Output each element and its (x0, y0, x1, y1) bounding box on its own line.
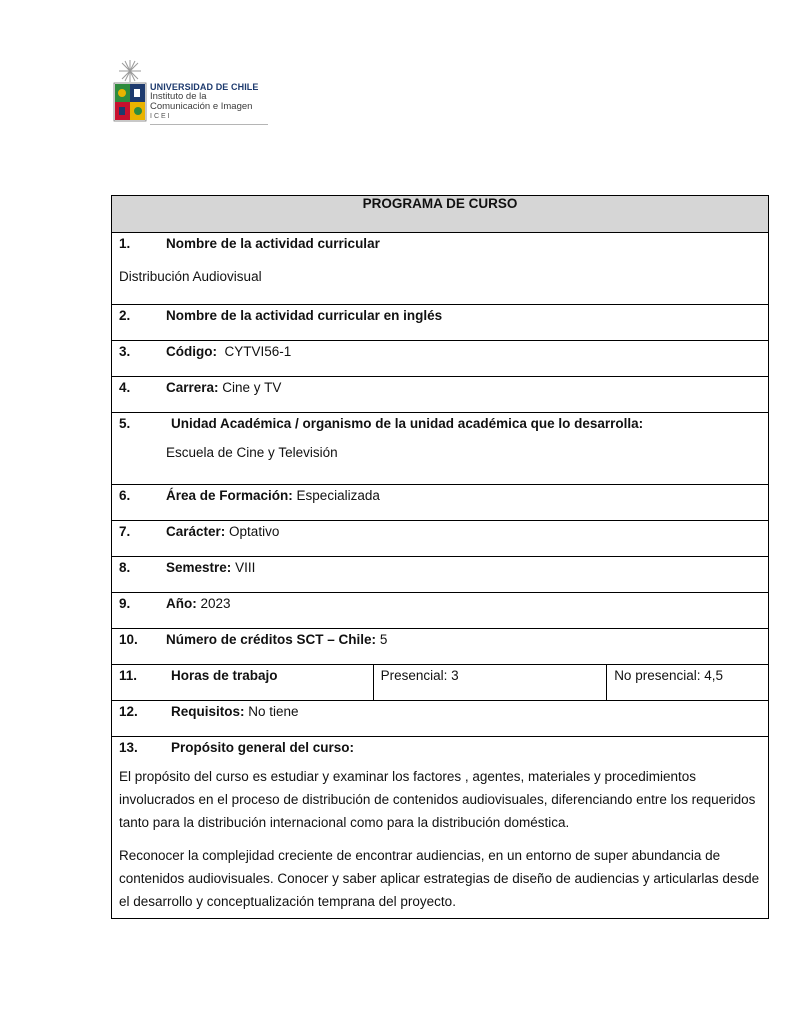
row-purpose (112, 737, 769, 919)
program-table (111, 195, 769, 919)
requirements-value: No tiene (248, 704, 299, 719)
row-activity-name (112, 233, 769, 305)
row-english-name (112, 305, 769, 341)
item-number: 12. (119, 704, 138, 719)
purpose-paragraph-2: Reconocer la complejidad creciente de encontrar audiencias, en un entorno de super abundancia de contenidos audiovisuales. Conocer y saber aplicar estrategias de diseño de audiencias y articularlas desde el desarrollo y conceptualización temprana del proyecto. (119, 848, 760, 909)
year-label: Año: (166, 596, 197, 611)
university-logo (110, 58, 260, 128)
in-person-hours: Presencial: 3 (373, 665, 607, 701)
item-number: 11. (119, 668, 138, 683)
row-credits (112, 629, 769, 665)
semester-label: Semestre: (166, 560, 232, 575)
activity-name-value: Distribución Audiovisual (119, 269, 262, 284)
row-character (112, 521, 769, 557)
row-academic-unit (112, 413, 769, 485)
institute-acronym: ICEI (150, 113, 172, 120)
character-value: Optativo (229, 524, 280, 539)
item-number: 13. (119, 740, 138, 755)
row-code (112, 341, 769, 377)
item-number: 5. (119, 416, 131, 431)
academic-unit-label: Unidad Académica / organismo de la unidad académica que lo desarrolla: (171, 416, 644, 431)
item-number: 7. (119, 524, 131, 539)
item-number: 8. (119, 560, 131, 575)
item-number: 4. (119, 380, 131, 395)
crest-icon (110, 58, 150, 128)
work-hours-label: Horas de trabajo (171, 668, 278, 683)
item-number: 2. (119, 308, 131, 323)
purpose-paragraph-1: El propósito del curso es estudiar y examinar los factores , agentes, materiales y procedimientos involucrados en el proceso de distribución de contenidos audiovisuales, diferenciando entre los requeridos tanto para la distribución internacional como para la distribución doméstica. (119, 769, 756, 830)
item-number: 1. (119, 236, 131, 251)
training-area-value: Especializada (296, 488, 380, 503)
row-semester (112, 557, 769, 593)
character-label: Carácter: (166, 524, 226, 539)
program-title: PROGRAMA DE CURSO (112, 196, 769, 233)
program-header-row (112, 196, 769, 233)
requirements-label: Requisitos: (171, 704, 245, 719)
remote-hours: No presencial: 4,5 (607, 665, 769, 701)
institute-line1: Instituto de la (150, 91, 207, 102)
academic-unit-value: Escuela de Cine y Televisión (166, 445, 338, 460)
training-area-label: Área de Formación: (166, 488, 293, 503)
item-number: 3. (119, 344, 131, 359)
semester-value: VIII (235, 560, 256, 575)
row-work-hours (112, 665, 769, 701)
credits-label: Número de créditos SCT – Chile: (166, 632, 377, 647)
purpose-label: Propósito general del curso: (171, 740, 355, 755)
career-label: Carrera: (166, 380, 219, 395)
row-training-area (112, 485, 769, 521)
row-requirements (112, 701, 769, 737)
career-value: Cine y TV (222, 380, 282, 395)
item-number: 6. (119, 488, 131, 503)
logo-divider (150, 124, 268, 125)
code-value: CYTVI56-1 (224, 344, 292, 359)
university-name: UNIVERSIDAD DE CHILE (150, 82, 259, 92)
activity-name-label: Nombre de la actividad curricular (166, 236, 380, 251)
code-label: Código: (166, 344, 217, 359)
item-number: 9. (119, 596, 131, 611)
english-name-label: Nombre de la actividad curricular en inglés (166, 308, 443, 323)
institute-line2: Comunicación e Imagen (150, 101, 253, 112)
credits-value: 5 (379, 632, 388, 647)
row-career (112, 377, 769, 413)
row-year (112, 593, 769, 629)
item-number: 10. (119, 632, 138, 647)
year-value: 2023 (200, 596, 231, 611)
